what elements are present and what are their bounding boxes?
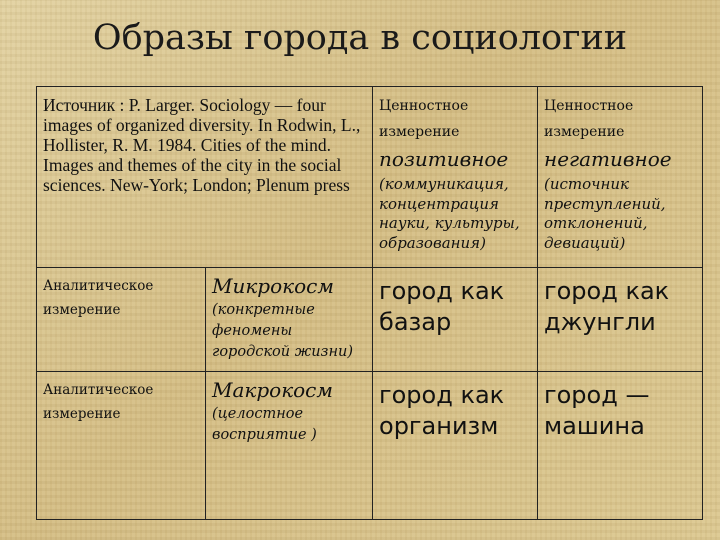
analytic-label-cell — [37, 268, 206, 372]
negative-description: (источник преступлений, отклонений, девиаций) — [544, 175, 666, 252]
analytic-dimension-label: Аналитическое измерение — [43, 278, 154, 318]
page-title: Образы города в социологии — [92, 18, 628, 58]
positive-title: позитивное — [379, 147, 509, 171]
negative-dimension-label: Ценностное измерение — [544, 98, 634, 140]
city-images-table — [36, 86, 703, 520]
table-row — [37, 268, 703, 372]
source-cell — [37, 87, 373, 268]
header-row — [37, 87, 703, 268]
analytic-label-cell — [37, 372, 206, 520]
macrocosm-description: (целостное восприятие ) — [212, 406, 317, 443]
bazaar-cell — [373, 268, 538, 372]
table-row — [37, 372, 703, 520]
macrocosm-cell — [206, 372, 373, 520]
positive-dimension-label: Ценностное измерение — [379, 98, 469, 140]
microcosm-description: (конкретные феномены городской жизни) — [212, 302, 353, 360]
microcosm-title: Микрокосм — [212, 274, 334, 298]
machine-cell — [538, 372, 703, 520]
city-as-organism: город как организм — [379, 381, 505, 440]
jungle-cell — [538, 268, 703, 372]
city-as-bazaar: город как базар — [379, 277, 505, 336]
negative-header-cell — [538, 87, 703, 268]
source-text: Источник : P. Larger. Sociology — four images of organized diversity. In Rodwin, L., Hollister, R. M. 1984. Cities of the mind. Images and themes of the city in the social sciences. New-York; London; Plenum press — [43, 95, 361, 195]
city-as-jungle: город как джунгли — [544, 277, 670, 336]
city-as-machine: город — машина — [544, 381, 650, 440]
microcosm-cell — [206, 268, 373, 372]
positive-header-cell — [373, 87, 538, 268]
organism-cell — [373, 372, 538, 520]
negative-title: негативное — [544, 147, 672, 171]
analytic-dimension-label: Аналитическое измерение — [43, 382, 154, 422]
macrocosm-title: Макрокосм — [212, 378, 333, 402]
positive-description: (коммуникация, концентрация науки, культуры, образования) — [379, 175, 520, 252]
